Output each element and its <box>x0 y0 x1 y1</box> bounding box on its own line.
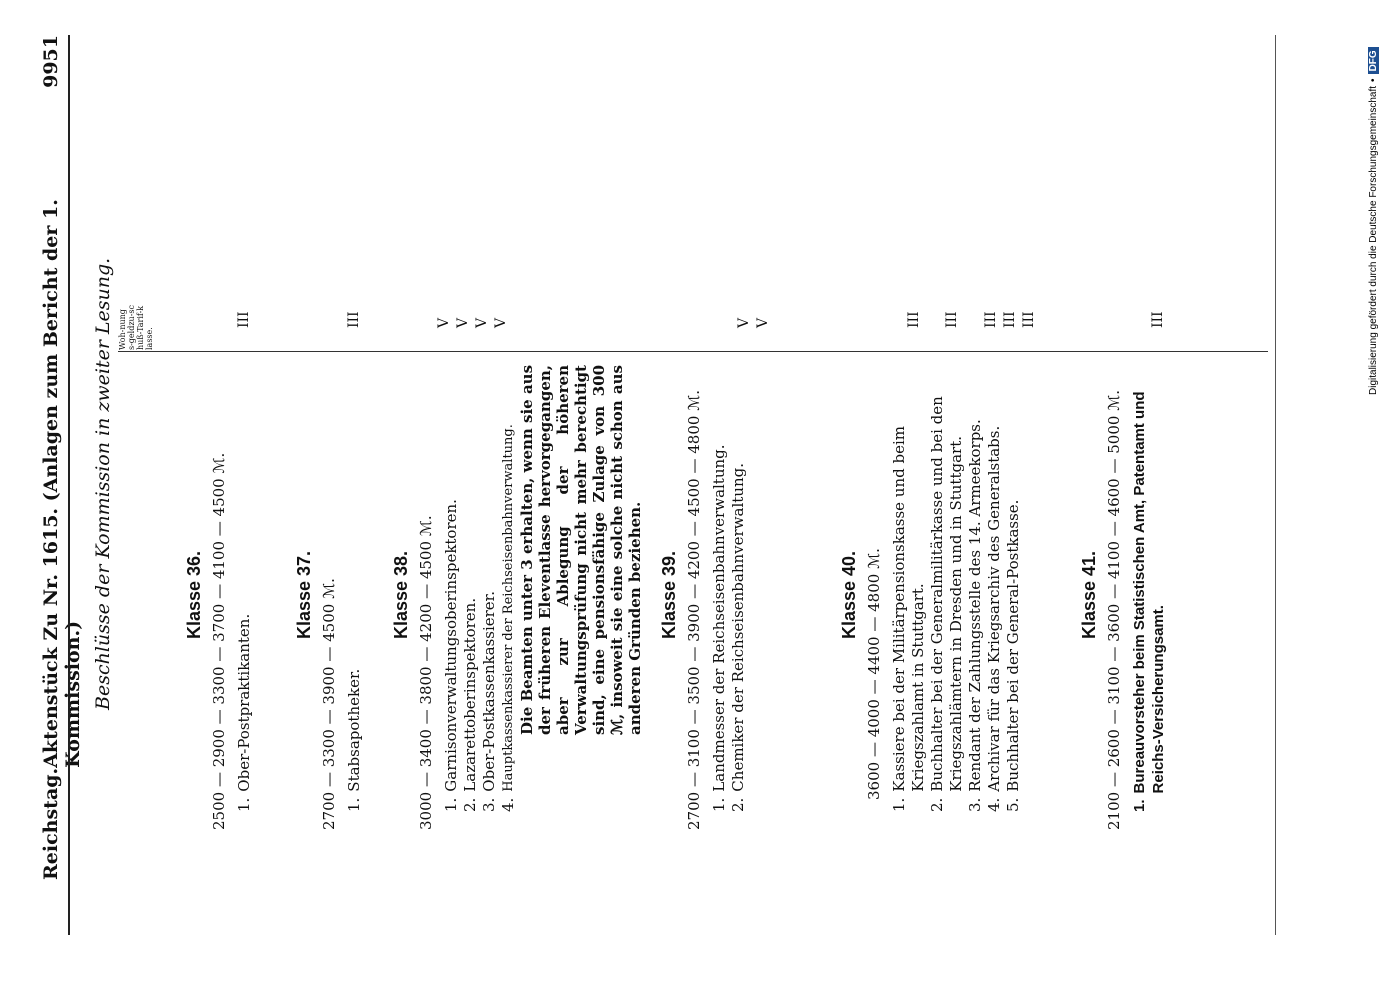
dfg-logo: DFG <box>1368 47 1379 74</box>
section-title: Klasse 36. <box>184 550 204 640</box>
tarif-mark: V <box>474 317 490 328</box>
tarif-mark: III <box>1021 311 1037 328</box>
list-item <box>442 360 461 830</box>
list-item <box>1130 360 1168 830</box>
salary-scale: 2500 — 2900 — 3300 — 3700 — 4100 — 4500 ℳ. <box>210 452 228 830</box>
item-text: Kassiere bei der Militärpensionskasse und beim Kriegszahlamt in Stuttgart. <box>890 426 927 792</box>
tarif-mark: III <box>236 311 252 328</box>
item-number: 1. <box>1131 799 1148 812</box>
item-number: 3. <box>480 797 498 812</box>
header-center: Aktenstück Zu Nr. 1615. (Anlagen zum Bericht der 1. Kommission.) <box>40 199 84 768</box>
item-text: Landmesser der Reichseisenbahnverwaltung. <box>710 444 728 792</box>
section-title: Klasse 41. <box>1079 550 1099 640</box>
item-number: 1. <box>235 797 253 812</box>
item-text: Archivar für das Kriegsarchiv des Generalstabs. <box>985 425 1003 792</box>
dfg-credit-text: Digitalisierung gefördert durch die Deutsche Forschungsgemeinschaft <box>1367 85 1379 395</box>
tarif-mark: V <box>493 317 509 328</box>
tarif-mark: V <box>736 317 752 328</box>
list-item <box>235 360 254 830</box>
section-klasse-40 <box>840 360 1023 830</box>
page-number: 9951 <box>40 35 62 88</box>
section-title: Klasse 38. <box>391 550 411 640</box>
subtitle: Beschlüsse der Kommission in zweiter Lesung. <box>92 257 114 710</box>
item-text: Bureauvorsteher beim Statistischen Amt, Patentamt und Reichs-Versicherungsamt. <box>1131 391 1167 794</box>
tarif-mark: III <box>346 311 362 328</box>
item-number: 4. <box>499 797 517 812</box>
list-item <box>729 360 748 830</box>
item-text: Stabsapotheker. <box>345 668 363 792</box>
tarif-mark: V <box>755 317 771 328</box>
item-number: 2. <box>729 797 747 812</box>
tarif-mark: III <box>906 311 922 328</box>
salary-scale: 2100 — 2600 — 3100 — 3600 — 4100 — 4600 — 5000 ℳ. <box>1105 389 1123 830</box>
item-text: Buchhalter bei der Generalmilitärkasse und bei den Kriegszahlämtern in Dresden und in Stuttgart. <box>928 396 965 792</box>
section-klasse-37 <box>295 360 364 830</box>
tarif-column-rule <box>118 351 1268 352</box>
section-klasse-36 <box>185 360 254 830</box>
list-item <box>985 360 1004 830</box>
item-number: 5. <box>1004 797 1022 812</box>
item-number: 1. <box>442 797 460 812</box>
salary-scale: 2700 — 3100 — 3500 — 3900 — 4200 — 4500 — 4800 ℳ. <box>685 389 703 830</box>
item-text: Hauptkassenkassierer der Reichseisenbahnverwaltung. <box>501 424 516 792</box>
item-text: Chemiker der Reichseisenbahnverwaltung. <box>729 463 747 792</box>
section-title: Klasse 37. <box>294 550 314 640</box>
item-text: Ober-Postkassenkassierer. <box>480 591 498 792</box>
section-note: Die Beamten unter 3 erhalten, wenn sie aus der früheren Eleventlasse hervorgegangen, aber zur Ablegung der höheren Verwaltungsprüfung nicht mehr berechtigt sind, eine pensionsfähige Zulage von 300 ℳ, insoweit sie eine solche nicht schon aus anderen Gründen beziehen. <box>518 364 644 735</box>
header <box>40 35 84 880</box>
tarif-mark: III <box>983 311 999 328</box>
dfg-credit: Digitalisierung gefördert durch die Deutsche Forschungsgemeinschaft • DFG <box>1364 0 1382 395</box>
list-item <box>499 360 518 830</box>
list-item <box>966 360 985 830</box>
item-text: Lazarettoberinspektoren. <box>461 597 479 792</box>
bottom-rule <box>1275 35 1276 935</box>
item-number: 3. <box>966 797 984 812</box>
salary-scale: 3600 — 4000 — 4400 — 4800 ℳ. <box>865 548 883 800</box>
item-number: 2. <box>461 797 479 812</box>
item-number: 4. <box>985 797 1003 812</box>
section-title: Klasse 40. <box>839 550 859 640</box>
item-text: Garnisonverwaltungsoberinspektoren. <box>442 499 460 792</box>
tarif-column-head: Woh-nungs-geldzu-schuß-Tarif-klasse. <box>118 305 154 350</box>
section-klasse-38 <box>392 360 644 830</box>
list-item <box>480 360 499 830</box>
salary-scale: 3000 — 3400 — 3800 — 4200 — 4500 ℳ. <box>417 515 435 830</box>
list-item <box>710 360 729 830</box>
item-number: 1. <box>890 797 908 812</box>
header-rule <box>68 35 70 935</box>
list-item <box>928 360 966 830</box>
section-title: Klasse 39. <box>659 550 679 640</box>
tarif-mark: V <box>455 317 471 328</box>
list-item <box>1004 360 1023 830</box>
list-item <box>890 360 928 830</box>
list-item <box>345 360 364 830</box>
item-text: Ober-Postpraktikanten. <box>235 613 253 792</box>
section-klasse-41 <box>1080 360 1168 830</box>
header-left: Reichstag. <box>40 767 62 880</box>
salary-scale: 2700 — 3300 — 3900 — 4500 ℳ. <box>320 578 338 830</box>
section-klasse-39 <box>660 360 748 830</box>
tarif-mark: V <box>436 317 452 328</box>
tarif-mark: III <box>1150 311 1166 328</box>
item-text: Rendant der Zahlungsstelle des 14. Armeekorps. <box>966 419 984 792</box>
tarif-mark: III <box>944 311 960 328</box>
tarif-mark: III <box>1002 311 1018 328</box>
item-number: 2. <box>928 797 946 812</box>
item-number: 1. <box>710 797 728 812</box>
item-text: Buchhalter bei der General-Postkasse. <box>1004 499 1022 792</box>
item-number: 1. <box>345 797 363 812</box>
list-item <box>461 360 480 830</box>
